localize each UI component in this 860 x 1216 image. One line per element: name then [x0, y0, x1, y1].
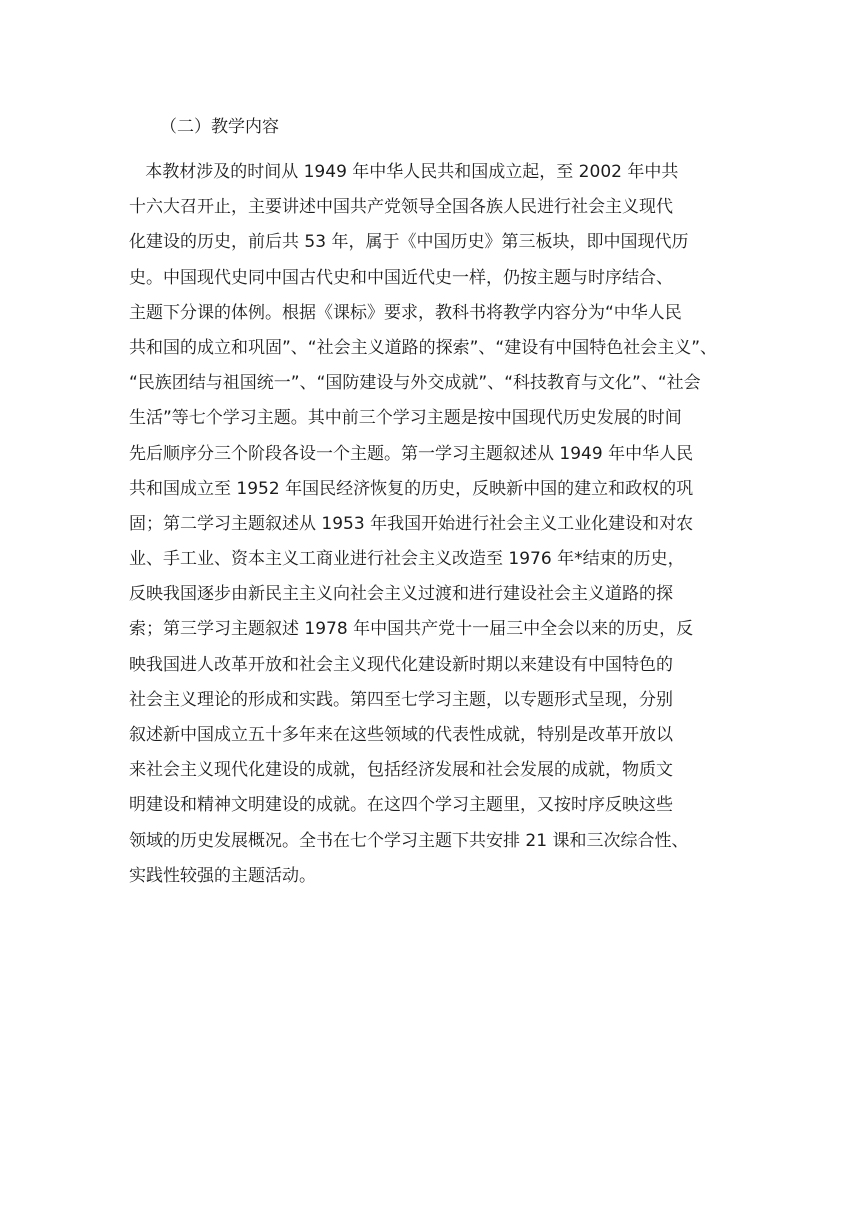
- paragraph-line: 反映我国逐步由新民主主义向社会主义过渡和进行建设社会主义道路的探: [129, 584, 673, 605]
- paragraph-line: 主题下分课的体例。根据《课标》要求，教科书将教学内容分为“中华人民: [129, 302, 682, 323]
- paragraph-line: 十六大召开止，主要讲述中国共产党领导全国各族人民进行社会主义现代: [129, 197, 673, 218]
- paragraph-line: 业、手工业、资本主义工商业进行社会主义改造至 1976 年*结束的历史，: [129, 549, 685, 570]
- paragraph-line: 领域的历史发展概况。全书在七个学习主题下共安排 21 课和三次综合性、: [129, 830, 689, 851]
- paragraph-line: 固；第二学习主题叙述从 1953 年我国开始进行社会主义工业化建设和对农: [129, 513, 694, 534]
- paragraph-line: 化建设的历史，前后共 53 年，属于《中国历史》第三板块，即中国现代历: [129, 232, 689, 253]
- body-paragraph: [129, 155, 717, 894]
- paragraph-line: 先后顺序分三个阶段各设一个主题。第一学习主题叙述从 1949 年中华人民: [129, 443, 694, 464]
- paragraph-line: 叙述新中国成立五十多年来在这些领域的代表性成就，特别是改革开放以: [129, 725, 673, 745]
- paragraph-line: 共和国的成立和巩固”、“社会主义道路的探索”、“建设有中国特色社会主义”、: [129, 337, 718, 358]
- paragraph-line: 生活”等七个学习主题。其中前三个学习主题是按中国现代历史发展的时间: [129, 408, 682, 429]
- paragraph-line: “民族团结与祖国统一”、“国防建设与外交成就”、“科技教育与文化”、“社会: [129, 373, 701, 394]
- paragraph-line: 共和国成立至 1952 年国民经济恢复的历史，反映新中国的建立和政权的巩: [129, 478, 694, 499]
- paragraph-line: 索；第三学习主题叙述 1978 年中国共产党十一届三中全会以来的历史，反: [129, 619, 694, 640]
- paragraph-line: 明建设和精神文明建设的成就。在这四个学习主题里，又按时序反映这些: [129, 795, 673, 816]
- paragraph-line: 实践性较强的主题活动。: [129, 865, 316, 886]
- section-heading: （二）教学内容: [160, 117, 279, 137]
- paragraph-line: 社会主义理论的形成和实践。第四至七学习主题，以专题形式呈现，分别: [129, 689, 673, 710]
- paragraph-line: 映我国进人改革开放和社会主义现代化建设新时期以来建设有中国特色的: [129, 654, 673, 675]
- paragraph-line: 本教材涉及的时间从 1949 年中华人民共和国成立起，至 2002 年中共: [129, 162, 679, 182]
- paragraph-line: 史。中国现代史同中国古代史和中国近代史一样，仍按主题与时序结合、: [129, 267, 673, 288]
- paragraph-line: 来社会主义现代化建设的成就，包括经济发展和社会发展的成就，物质文: [129, 760, 673, 781]
